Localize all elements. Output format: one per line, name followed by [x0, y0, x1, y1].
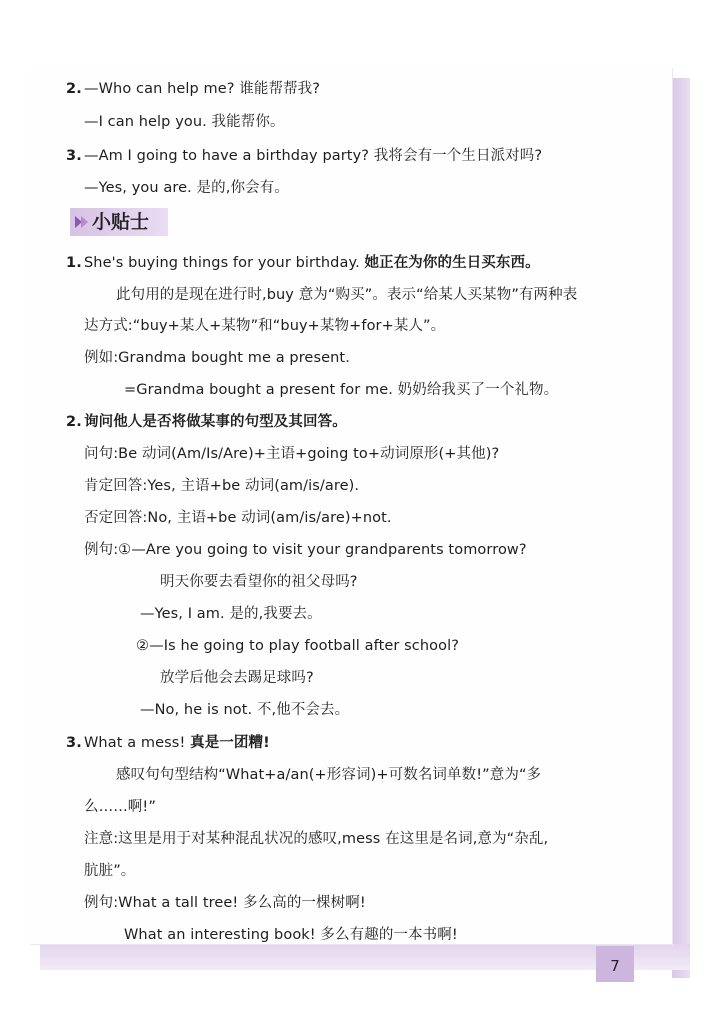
page-number-tab — [596, 946, 634, 982]
tip-1-heading-en: She's buying things for your birthday. — [84, 255, 360, 271]
tip-2-example-2-answer: —No, he is not. 不,他不会去。 — [140, 702, 350, 718]
dialogue-3-answer: —Yes, you are. 是的,你会有。 — [84, 180, 289, 196]
tip-3-heading-cn: 真是一团糟! — [190, 735, 270, 751]
tip-1-body-line-2: 达方式:“buy+某人+某物”和“buy+某物+for+某人”。 — [84, 318, 446, 334]
tip-1-body-line-1: 此句用的是现在进行时,buy 意为“购买”。表示“给某人买某物”有两种表 — [116, 287, 578, 303]
tip-1-heading-cn: 她正在为你的生日买东西。 — [364, 255, 540, 271]
page-edge-shadow — [672, 78, 690, 978]
page-bottom-shadow — [40, 944, 690, 970]
tip-3-note-line-1: 注意:这里是用于对某种混乱状况的感叹,mess 在这里是名词,意为“杂乱, — [84, 831, 549, 847]
dialogue-text: —Am I going to have a birthday party? 我将会有一个生日派对吗? — [84, 148, 543, 164]
tip-1-example-2: =Grandma bought a present for me. 奶奶给我买了一个礼物。 — [124, 382, 559, 398]
tip-3-body-line-1: 感叹句句型结构“What+a/an(+形容词)+可数名词单数!”意为“多 — [116, 767, 542, 783]
tip-2-example-1-cn: 明天你要去看望你的祖父母吗? — [160, 574, 358, 590]
tip-2-positive-answer: 肯定回答:Yes, 主语+be 动词(am/is/are). — [84, 478, 360, 494]
dialogue-text: —Who can help me? 谁能帮帮我? — [84, 81, 321, 97]
item-number: 2. — [66, 81, 82, 97]
tip-2-question-pattern: 问句:Be 动词(Am/Is/Are)+主语+going to+动词原形(+其他)? — [84, 446, 500, 462]
dialogue-2-question — [66, 79, 320, 99]
item-number: 3. — [66, 148, 82, 164]
item-number: 1. — [66, 255, 82, 271]
item-number: 2. — [66, 414, 82, 430]
item-number: 3. — [66, 735, 82, 751]
tip-3-body-line-2: 么……啊!” — [84, 799, 156, 815]
tip-1-example-1: 例如:Grandma bought me a present. — [84, 350, 350, 366]
tip-3-example-2: What an interesting book! 多么有趣的一本书啊! — [124, 927, 458, 943]
tip-2-negative-answer: 否定回答:No, 主语+be 动词(am/is/are)+not. — [84, 510, 392, 526]
tip-3-heading — [66, 733, 270, 753]
tip-1-heading — [66, 253, 540, 273]
play-arrow-icon — [74, 214, 90, 230]
tip-3-example-1: 例句:What a tall tree! 多么高的一棵树啊! — [84, 895, 366, 911]
dialogue-3-question — [66, 146, 542, 166]
tip-3-heading-en: What a mess! — [84, 735, 186, 751]
tip-2-example-2-en: ②—Is he going to play football after school? — [136, 638, 460, 654]
tip-2-heading-text: 询问他人是否将做某事的句型及其回答。 — [84, 414, 347, 430]
dialogue-2-answer: —I can help you. 我能帮你。 — [84, 114, 285, 130]
tip-3-note-line-2: 肮脏”。 — [84, 863, 136, 879]
tip-2-example-1-en: 例句:①—Are you going to visit your grandparents tomorrow? — [84, 542, 527, 558]
tip-2-heading — [66, 412, 347, 432]
tips-title: 小贴士 — [92, 211, 150, 233]
page-number: 7 — [610, 957, 620, 975]
tips-header — [70, 208, 168, 236]
tip-2-example-1-answer: —Yes, I am. 是的,我要去。 — [140, 606, 322, 622]
tip-2-example-2-cn: 放学后他会去踢足球吗? — [160, 670, 314, 686]
